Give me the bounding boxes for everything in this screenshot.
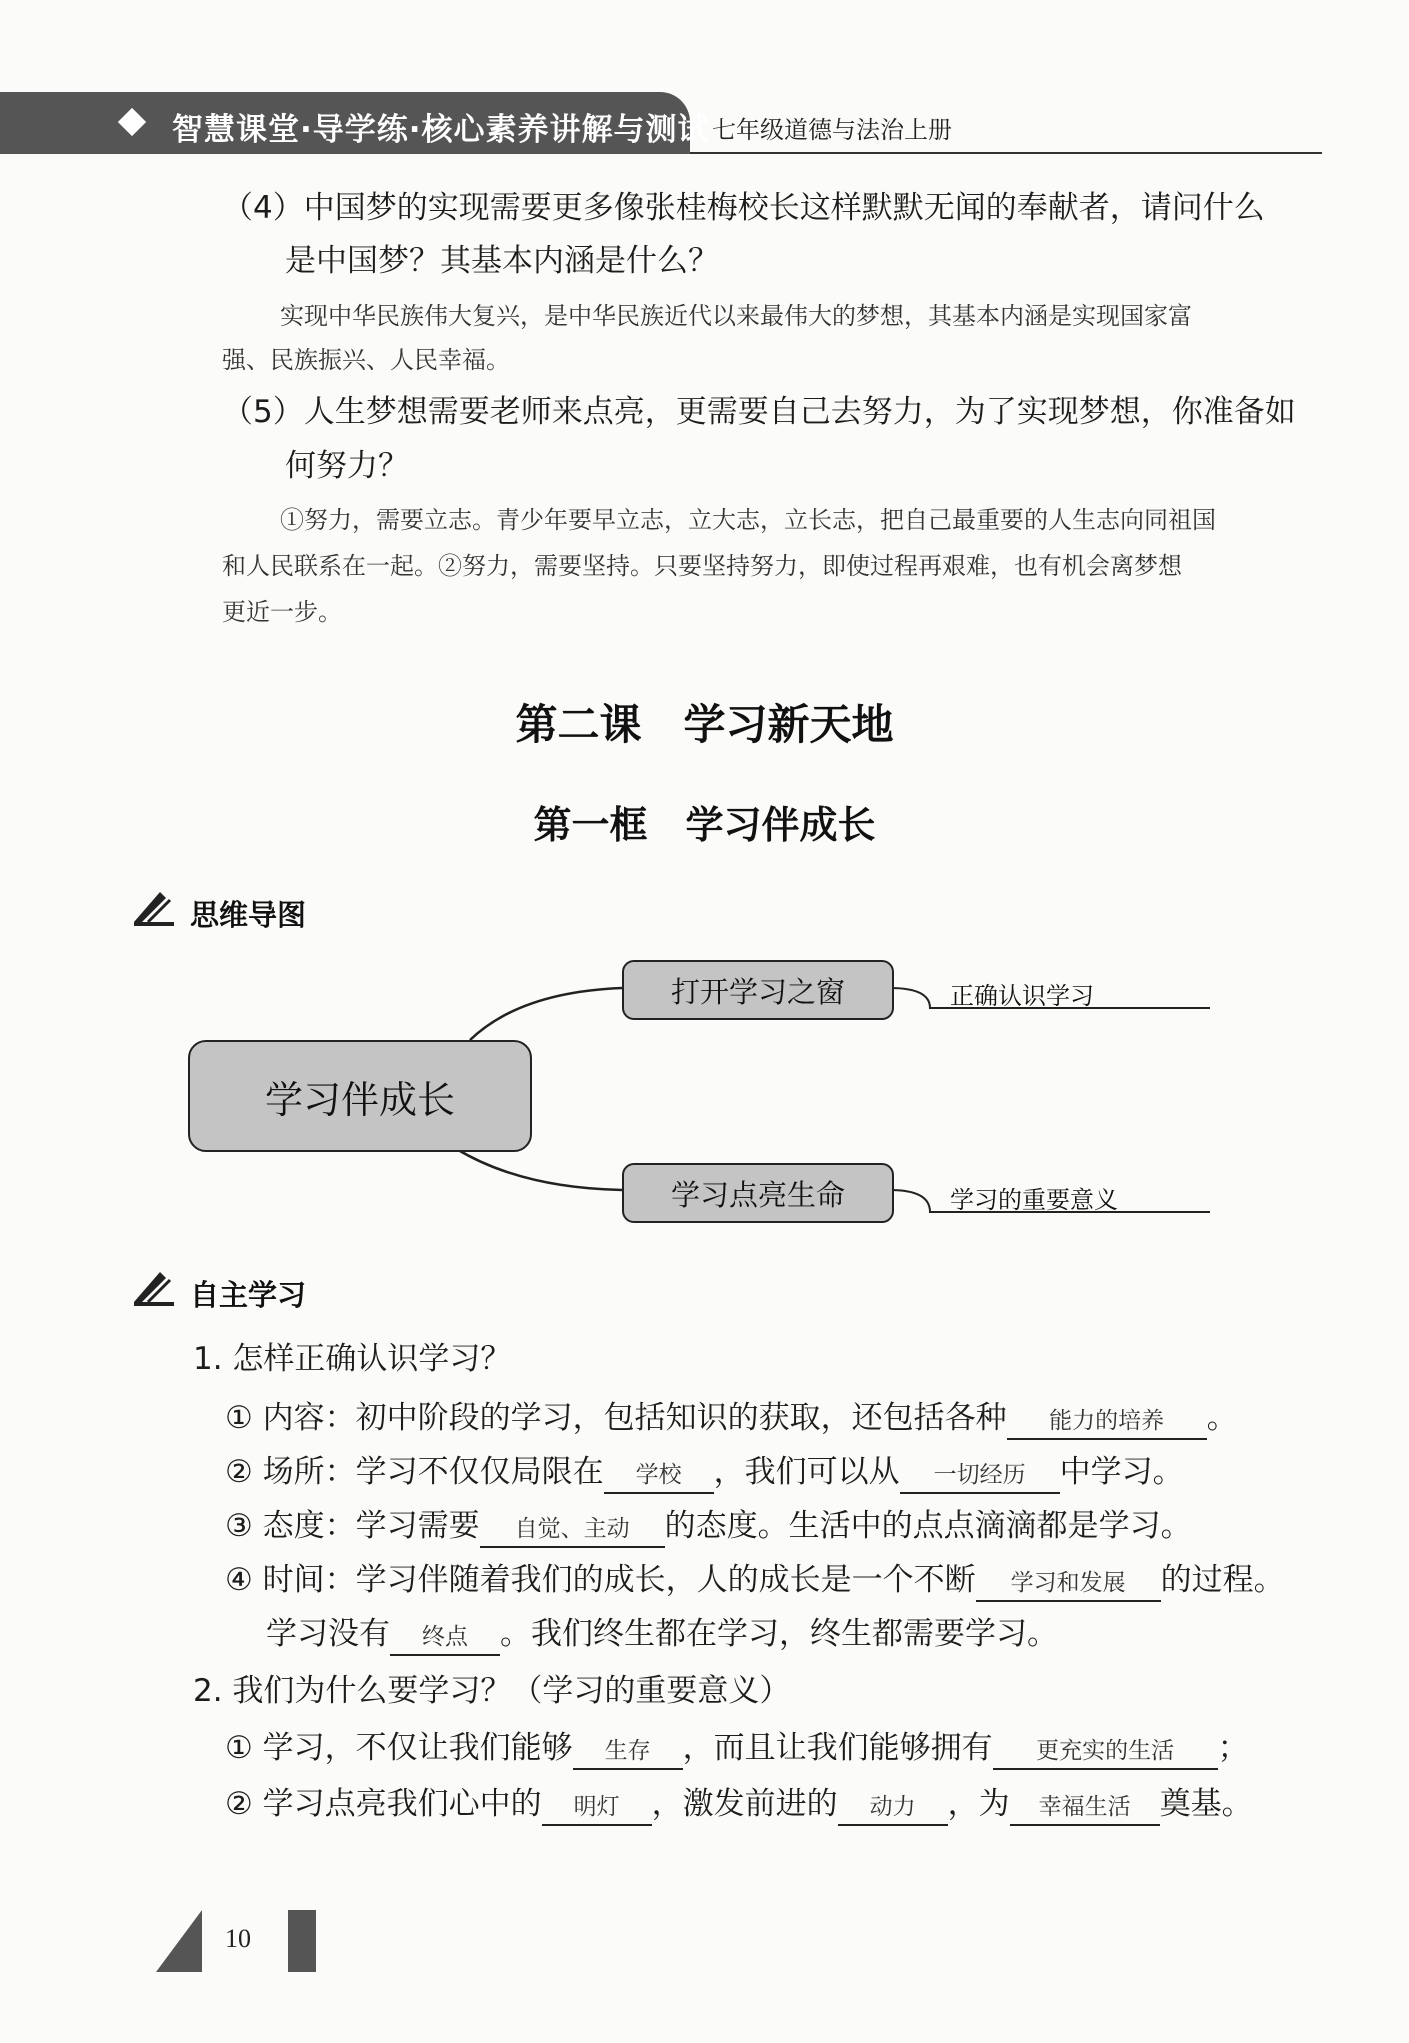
q1-item4-post: 的过程。 bbox=[1160, 1562, 1285, 1598]
q1-item4-pre: ④ 时间：学习伴随着我们的成长，人的成长是一个不断 bbox=[225, 1562, 976, 1598]
answer-4-line2: 强、民族振兴、人民幸福。 bbox=[222, 346, 510, 374]
q1-item1-blank: 能力的培养 bbox=[1007, 1404, 1207, 1440]
q2-item2-mid1: ，激发前进的 bbox=[651, 1786, 838, 1822]
q1-item4b-post: 。我们终生都在学习，终生都需要学习。 bbox=[500, 1616, 1058, 1652]
self-study-q2-title: 2. 我们为什么要学习？（学习的重要意义） bbox=[193, 1673, 791, 1709]
q2-item2-blank1: 明灯 bbox=[542, 1790, 652, 1826]
q1-item4 bbox=[225, 1554, 1285, 1602]
q2-item2-mid2: ，为 bbox=[947, 1786, 1010, 1822]
q1-item2-blank1: 学校 bbox=[604, 1458, 714, 1494]
lesson-subtitle: 第一框 学习伴成长 bbox=[533, 803, 876, 847]
answer-4-line1: 实现中华民族伟大复兴，是中华民族近代以来最伟大的梦想，其基本内涵是实现国家富 bbox=[280, 302, 1192, 330]
q2-item2-blank2: 动力 bbox=[838, 1790, 948, 1826]
q2-item1-pre: ① 学习，不仅让我们能够 bbox=[225, 1730, 573, 1766]
question-4-line2: 是中国梦？其基本内涵是什么？ bbox=[285, 243, 719, 279]
answer-5-line1: ①努力，需要立志。青少年要早立志，立大志，立长志，把自己最重要的人生志向同祖国 bbox=[280, 506, 1216, 534]
mind-map-center-node: 学习伴成长 bbox=[188, 1040, 532, 1152]
q1-item4-cont bbox=[266, 1608, 1058, 1656]
question-5-line2: 何努力？ bbox=[285, 448, 409, 484]
q1-item2 bbox=[225, 1446, 1184, 1494]
footer-block bbox=[288, 1910, 316, 1972]
q1-item4b-blank: 终点 bbox=[390, 1620, 500, 1656]
q2-item2-post: 奠基。 bbox=[1159, 1786, 1253, 1822]
self-study-q1-title: 1. 怎样正确认识学习？ bbox=[193, 1341, 512, 1377]
q1-item1 bbox=[225, 1392, 1238, 1440]
q1-item3-post: 的态度。生活中的点点滴滴都是学习。 bbox=[664, 1508, 1192, 1544]
q1-item2-post: 中学习。 bbox=[1059, 1454, 1184, 1490]
q1-item1-post: 。 bbox=[1206, 1400, 1238, 1436]
q2-item1-mid: ，而且让我们能够拥有 bbox=[682, 1730, 993, 1766]
footer-triangle bbox=[156, 1910, 202, 1972]
q2-item1-post: ； bbox=[1217, 1730, 1249, 1766]
header-subtitle: 七年级道德与法治上册 bbox=[712, 116, 952, 144]
q1-item2-pre: ② 场所：学习不仅仅局限在 bbox=[225, 1454, 604, 1490]
q1-item3-pre: ③ 态度：学习需要 bbox=[225, 1508, 480, 1544]
mind-map-heading: 思维导图 bbox=[190, 898, 307, 932]
page-number: 10 bbox=[225, 1924, 251, 1953]
q2-item1 bbox=[225, 1722, 1249, 1770]
mind-map-branch-bottom: 学习点亮生命 bbox=[622, 1163, 894, 1223]
q2-item1-blank1: 生存 bbox=[573, 1734, 683, 1770]
q2-item2-pre: ② 学习点亮我们心中的 bbox=[225, 1786, 542, 1822]
q1-item3-blank: 自觉、主动 bbox=[480, 1512, 665, 1548]
pen-icon bbox=[130, 1268, 176, 1308]
answer-5-line3: 更近一步。 bbox=[222, 598, 342, 626]
q1-item4-blank: 学习和发展 bbox=[976, 1566, 1161, 1602]
q2-item2-blank3: 幸福生活 bbox=[1010, 1790, 1160, 1826]
self-study-heading: 自主学习 bbox=[190, 1278, 307, 1312]
question-4-line1: （4）中国梦的实现需要更多像张桂梅校长这样默默无闻的奉献者，请问什么 bbox=[222, 190, 1265, 226]
q1-item2-mid: ，我们可以从 bbox=[713, 1454, 900, 1490]
q2-item2 bbox=[225, 1778, 1253, 1826]
answer-5-line2: 和人民联系在一起。②努力，需要坚持。只要坚持努力，即使过程再艰难，也有机会离梦想 bbox=[222, 552, 1182, 580]
header-title: 智慧课堂·导学练·核心素养讲解与测试 bbox=[172, 112, 710, 148]
q1-item4b-pre: 学习没有 bbox=[266, 1616, 390, 1652]
question-5-line1: （5）人生梦想需要老师来点亮，更需要自己去努力，为了实现梦想，你准备如 bbox=[222, 394, 1296, 430]
mind-map-leaf-bottom: 学习的重要意义 bbox=[950, 1186, 1118, 1214]
q1-item1-pre: ① 内容：初中阶段的学习，包括知识的获取，还包括各种 bbox=[225, 1400, 1007, 1436]
q1-item2-blank2: 一切经历 bbox=[900, 1458, 1060, 1494]
q2-item1-blank2: 更充实的生活 bbox=[993, 1734, 1218, 1770]
mind-map-leaf-top: 正确认识学习 bbox=[950, 982, 1094, 1010]
q1-item3 bbox=[225, 1500, 1192, 1548]
lesson-title: 第二课 学习新天地 bbox=[515, 700, 894, 749]
mind-map-branch-top: 打开学习之窗 bbox=[622, 960, 894, 1020]
